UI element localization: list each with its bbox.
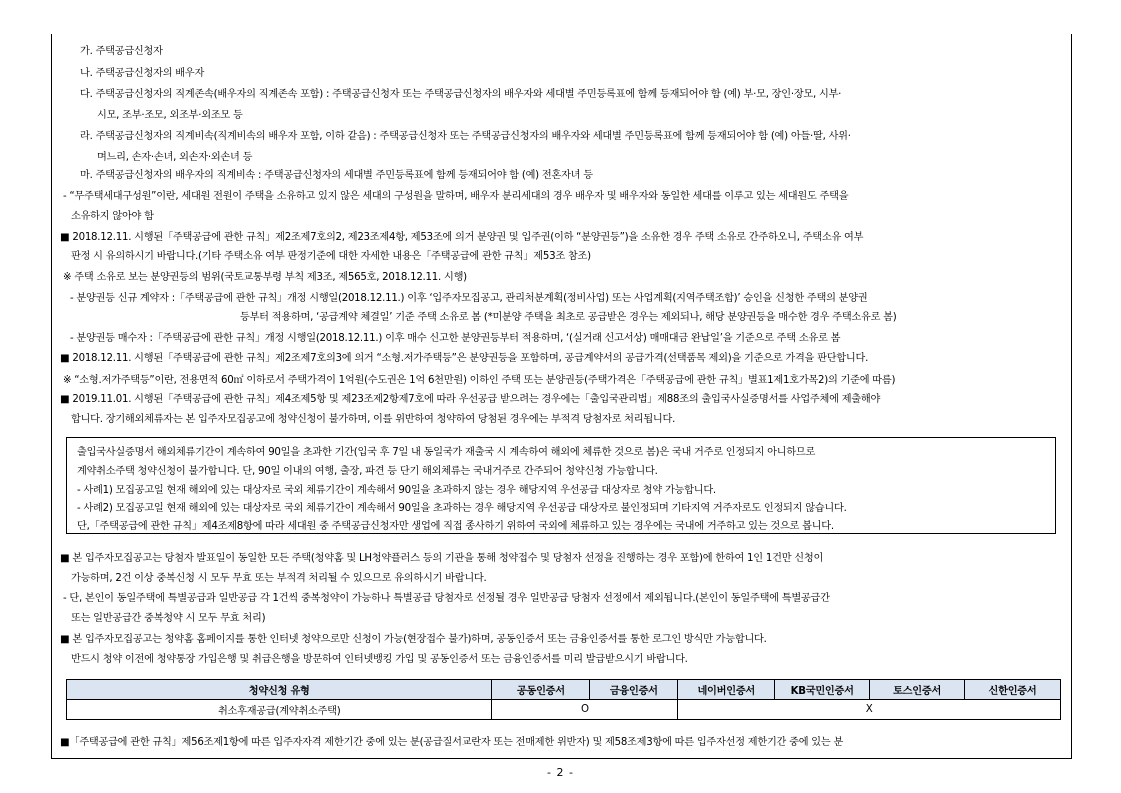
table-header-cell: 신한인증서 — [965, 680, 1061, 700]
text-line: 며느리, 손자·손녀, 외손자·외손녀 등 — [97, 152, 253, 163]
text-line: - 분양권등 매수자 :「주택공급에 관한 규칙」개정 시행일(2018.12.11.) 이후 매수 신고한 분양권등부터 적용하며, ‘(실거래 신고서상) 매매대금 완납일’을 기준으로 주택 소유로 봄 — [70, 333, 841, 344]
text-line: 라. 주택공급신청자의 직계비속(직계비속의 배우자 포함, 이하 같음) : 주택공급신청자 또는 주택공급신청자의 배우자와 세대별 주민등록표에 함께 등재되어야 함 (예) 아들·딸, 사위· — [80, 131, 851, 142]
text-line: ■ 본 입주자모집공고는 청약홈 홈페이지를 통한 인터넷 청약으로만 신청이 가능(현장접수 불가)하며, 공동인증서 또는 금융인증서를 통한 로그인 방식만 가능합니다. — [60, 634, 767, 645]
text-line: - 분양권등 신규 계약자 :「주택공급에 관한 규칙」개정 시행일(2018.12.11.) 이후 ‘입주자모집공고, 관리처분계획(정비사업) 또는 사업계획(지역주택조합)’ 승인을 신청한 주택의 분양권 — [70, 293, 868, 304]
text-line: 시모, 조부·조모, 외조부·외조모 등 — [97, 110, 243, 121]
text-line: 또는 일반공급간 중복청약 시 모두 무효 처리) — [71, 613, 266, 624]
text-line: 합니다. 장기해외체류자는 본 입주자모집공고에 청약신청이 불가하며, 이를 위반하여 청약하여 당첨된 경우에는 부적격 당첨자로 처리됩니다. — [71, 414, 676, 425]
text-line: 판정 시 유의하시기 바랍니다.(기타 주택소유 여부 판정기준에 대한 자세한 내용은「주택공급에 관한 규칙」제53조 참조) — [71, 251, 591, 262]
notice-line: - 사례1) 모집공고일 현재 해외에 있는 대상자로 국외 체류기간이 계속해서 90일을 초과하지 않는 경우 해당지역 우선공급 대상자로 청약 가능합니다. — [77, 485, 716, 496]
text-line: ■ 2018.12.11. 시행된「주택공급에 관한 규칙」제2조제7호의2, 제23조제4항, 제53조에 의거 분양권 및 입주권(이하 “분양권등”)을 소유한 경우 주택 소유로 간주하오니, 주택소유 여부 — [60, 232, 864, 243]
text-line: ■ 본 입주자모집공고는 당첨자 발표일이 동일한 모든 주택(청약홈 및 LH청약플러스 등의 기관을 통해 청약접수 및 당첨자 선정을 진행하는 경우 포함)에 한하여 1인 1건만 신청이 — [60, 553, 824, 564]
table-cell: X — [678, 700, 1061, 720]
text-line: 등부터 적용하며, ‘공급계약 체결일’ 기준 주택 소유로 봄 (*미분양 주택을 최초로 공급받은 경우는 제외되나, 해당 분양권등을 매수한 경우 주택소유로 봄) — [240, 312, 897, 323]
certificate-table — [66, 679, 1061, 720]
text-line: ■ 2018.12.11. 시행된「주택공급에 관한 규칙」제2조제7호의3에 의거 “소형.저가주택등”은 분양권등을 포함하며, 공급계약서의 공급가격(선택품목 제외)을 기준으로 가격을 판단합니다. — [60, 353, 869, 364]
text-line: ※ 주택 소유로 보는 분양권등의 범위(국토교통부령 부칙 제3조, 제565호, 2018.12.11. 시행) — [63, 272, 467, 283]
text-line: ■ 2019.11.01. 시행된「주택공급에 관한 규칙」제4조제5항 및 제23조제2항제7호에 따라 우선공급 받으려는 경우에는「출입국관리법」제88조의 출입국사실증명서를 사업주체에 제출해야 — [60, 394, 881, 405]
text-line: ※ “소형.저가주택등”이란, 전용면적 60㎡ 이하로서 주택가격이 1억원(수도권은 1억 6천만원) 이하인 주택 또는 분양권등(주택가격은「주택공급에 관한 규칙」별표1제1호가목2)의 기준에 따름) — [63, 375, 896, 386]
page-number: - 2 - — [547, 766, 574, 779]
text-line: ■「주택공급에 관한 규칙」제56조제1항에 따른 입주자자격 제한기간 중에 있는 분(공급질서교란자 또는 전매제한 위반자) 및 제58조제3항에 따른 입주자선정 제한기간 중에 있는 분 — [60, 737, 844, 748]
text-line: 소유하지 않아야 함 — [71, 211, 154, 222]
table-cell: 취소후재공급(계약취소주택) — [67, 700, 492, 720]
table-header-cell: 토스인증서 — [870, 680, 965, 700]
text-line: 가. 주택공급신청자 — [80, 46, 163, 57]
text-line: 다. 주택공급신청자의 직계존속(배우자의 직계존속 포함) : 주택공급신청자 또는 주택공급신청자의 배우자와 세대별 주민등록표에 함께 등재되어야 함 (예) 부·모, 장인·장모, 시부· — [80, 89, 842, 100]
text-line: - “무주택세대구성원”이란, 세대원 전원이 주택을 소유하고 있지 않은 세대의 구성원을 말하며, 배우자 분리세대의 경우 배우자 및 배우자와 동일한 세대를 이루고 있는 세대원도 주택을 — [63, 191, 849, 202]
table-row — [67, 700, 1061, 720]
text-line: 마. 주택공급신청자의 배우자의 직계비속 : 주택공급신청자의 세대별 주민등록표에 함께 등재되어야 함 (예) 전혼자녀 등 — [80, 170, 593, 181]
table-header-row — [67, 680, 1061, 700]
notice-line: - 사례2) 모집공고일 현재 해외에 있는 대상자로 국외 체류기간이 계속해서 90일을 초과하는 경우 해당지역 우선공급 대상자로 불인정되며 기타지역 거주자로도 인정되지 않습니다. — [77, 503, 847, 514]
table-header-cell: 금융인증서 — [590, 680, 678, 700]
notice-line: 단,「주택공급에 관한 규칙」제4조제8항에 따라 세대원 중 주택공급신청자만 생업에 직접 종사하기 위하여 국외에 체류하고 있는 경우에는 국내에 거주하고 있는 것으로 봅니다. — [77, 521, 834, 532]
table-cell: O — [492, 700, 678, 720]
notice-line: 계약취소주택 청약신청이 불가합니다. 단, 90일 이내의 여행, 출장, 파견 등 단기 해외체류는 국내거주로 간주되어 청약신청 가능합니다. — [77, 466, 658, 477]
notice-line: 출입국사실증명서 해외체류기간이 계속하여 90일을 초과한 기간(입국 후 7일 내 동일국가 재출국 시 계속하여 해외에 체류한 것으로 봄)은 국내 거주로 인정되지 아니하므로 — [77, 447, 816, 458]
table-header-cell: 네이버인증서 — [678, 680, 775, 700]
text-line: 나. 주택공급신청자의 배우자 — [80, 68, 205, 79]
table-header-cell: 청약신청 유형 — [67, 680, 492, 700]
text-line: 가능하며, 2건 이상 중복신청 시 모두 무효 또는 부적격 처리될 수 있으므로 유의하시기 바랍니다. — [71, 573, 487, 584]
table-header-cell: 공동인증서 — [492, 680, 590, 700]
text-line: - 단, 본인이 동일주택에 특별공급과 일반공급 각 1건씩 중복청약이 가능하나 특별공급 당첨자로 선정될 경우 일반공급 당첨자 선정에서 제외됩니다.(본인이 동일주택에 특별공급간 — [63, 593, 830, 604]
text-line: 반드시 청약 이전에 청약통장 가입은행 및 취급은행을 방문하여 인터넷뱅킹 가입 및 공동인증서 또는 금융인증서를 미리 발급받으시기 바랍니다. — [71, 654, 688, 665]
table-header-cell: KB국민인증서 — [775, 680, 870, 700]
